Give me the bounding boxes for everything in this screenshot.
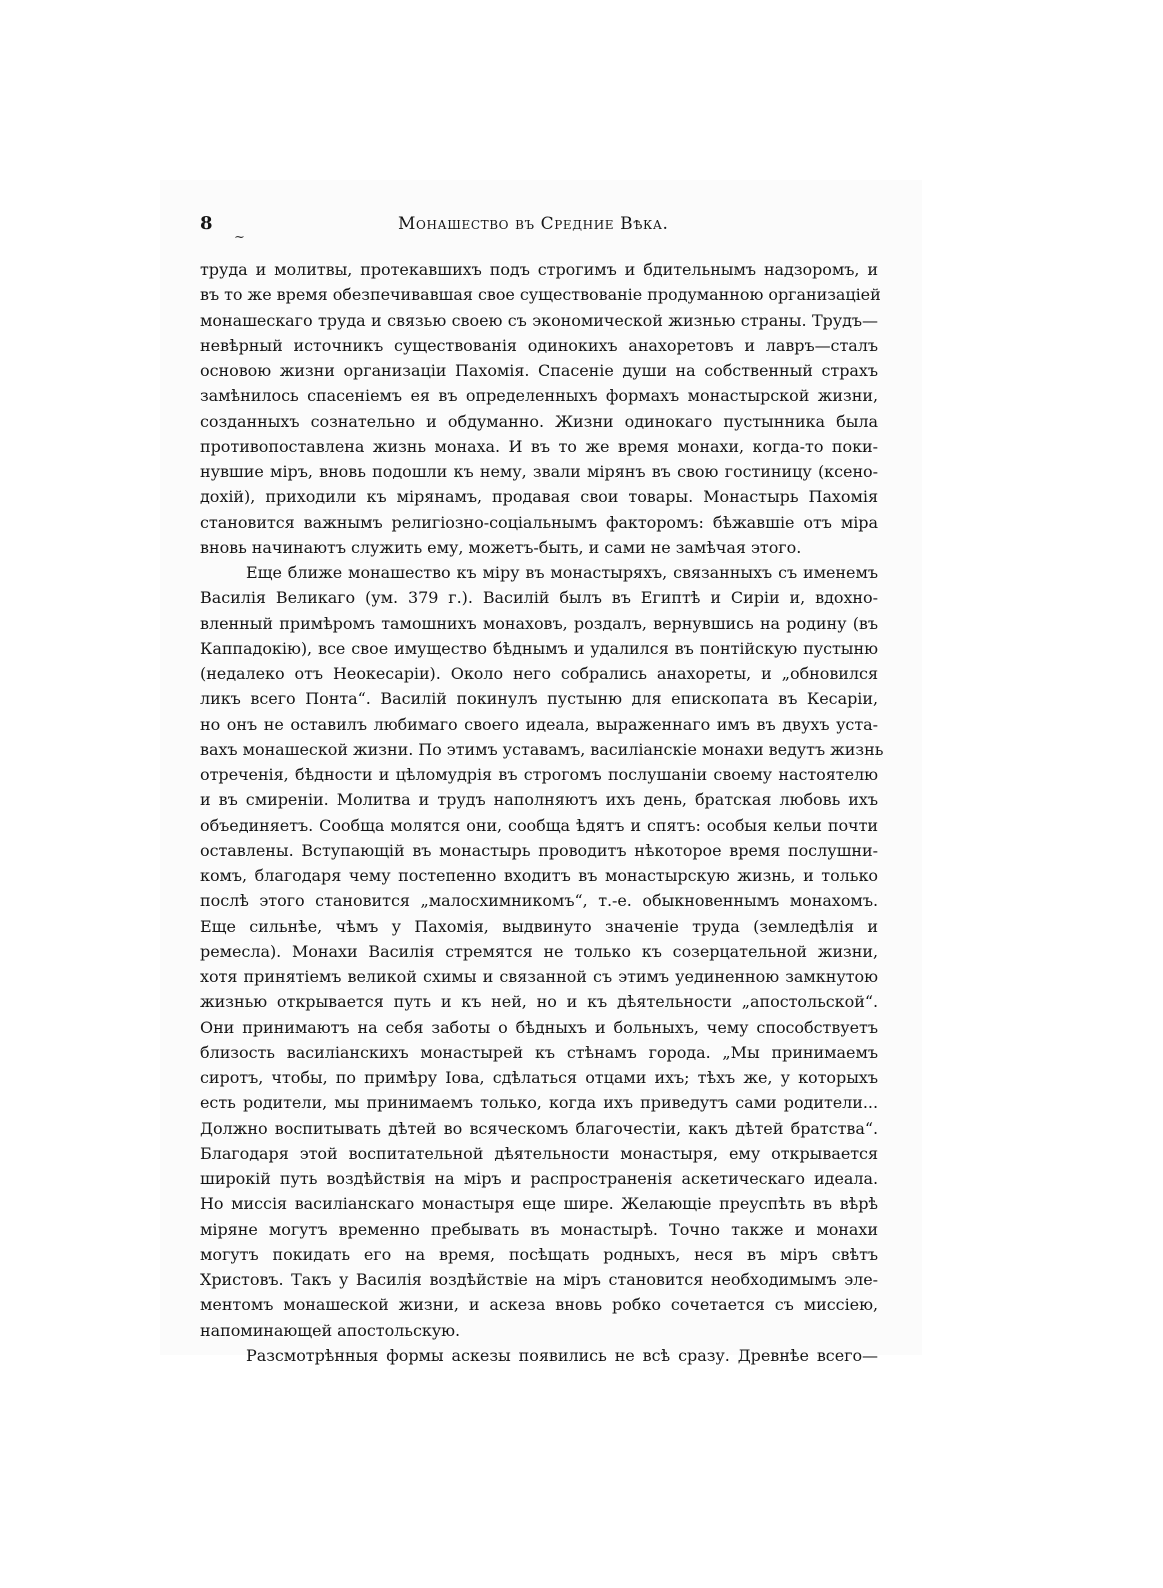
text-line: вахъ монашеской жизни. По этимъ уставамъ, василіанскіе монахи ведутъ жизнь <box>200 739 884 759</box>
text-line: невѣрный источникъ существованія одинокихъ анахоретовъ и лавръ—сталъ <box>200 335 878 355</box>
text-line: монашескаго труда и связью своею съ экономической жизнью страны. Трудъ— <box>200 310 878 330</box>
text-line: Должно воспитывать дѣтей во всяческомъ благочестіи, какъ дѣтей братства“. <box>200 1118 878 1138</box>
text-line: Разсмотрѣнныя формы аскезы появились не всѣ сразу. Древнѣе всего— <box>246 1345 878 1365</box>
text-line: Они принимаютъ на себя заботы о бѣдныхъ и больныхъ, чему способствуетъ <box>200 1017 878 1037</box>
book-page <box>200 213 884 1368</box>
running-head: Монашество въ Средние Вѣка. <box>398 214 669 234</box>
text-line: вновь начинаютъ служить ему, можетъ-быть, и сами не замѣчая этого. <box>200 537 802 557</box>
text-line: объединяетъ. Сообща молятся они, сообща ѣдятъ и спятъ: особыя кельи почти <box>200 815 878 835</box>
scan-mark: ~ <box>234 230 245 245</box>
text-line: Каппадокію), все свое имущество бѣднымъ и удалился въ понтійскую пустыню <box>200 638 878 658</box>
text-line: въ то же время обезпечивавшая свое существованіе продуманною организаціей <box>200 285 881 305</box>
text-line: дохій), приходили къ мірянамъ, продавая свои товары. Монастырь Пахомія <box>200 487 878 507</box>
text-line: оставлены. Вступающій въ монастырь проводитъ нѣкоторое время послушни- <box>200 840 878 860</box>
text-line: противопоставлена жизнь монаха. И въ то же время монахи, когда-то поки- <box>200 436 878 456</box>
text-line: Еще ближе монашество къ міру въ монастыряхъ, связанныхъ съ именемъ <box>246 563 878 582</box>
text-line: широкій путь воздѣйствія на міръ и распространенія аскетическаго идеала. <box>200 1169 878 1188</box>
text-line: вленный примѣромъ тамошнихъ монаховъ, роздалъ, вернувшись на родину (въ <box>200 613 878 633</box>
text-line: могутъ покидать его на время, посѣщать родныхъ, неся въ міръ свѣтъ <box>200 1244 878 1264</box>
text-line: ремесла). Монахи Василія стремятся не только къ созерцательной жизни, <box>200 941 878 961</box>
text-line: Василія Великаго (ум. 379 г.). Василій былъ въ Египтѣ и Сиріи и, вдохно- <box>200 588 878 608</box>
text-line: напоминающей апостольскую. <box>200 1320 461 1340</box>
text-line: основою жизни организаціи Пахомія. Спасеніе души на собственный страхъ <box>200 361 878 380</box>
text-line: жизнью открывается путь и къ ней, но и къ дѣятельности „апостольской“. <box>200 992 878 1012</box>
text-line: ликъ всего Понта“. Василій покинулъ пустыню для епископата въ Кесаріи, <box>200 689 878 709</box>
text-line: но онъ не оставилъ любимаго своего идеала, выраженнаго имъ въ двухъ уста- <box>200 714 878 734</box>
text-line: отреченія, бѣдности и цѣломудрія въ строгомъ послушаніи своему настоятелю <box>200 765 878 784</box>
text-line: сиротъ, чтобы, по примѣру Іова, сдѣлаться отцами ихъ; тѣхъ же, у которыхъ <box>200 1068 878 1087</box>
text-line: Еще сильнѣе, чѣмъ у Пахомія, выдвинуто значеніе труда (земледѣлія и <box>200 916 878 936</box>
text-line: нувшие міръ, вновь подошли къ нему, звали мірянъ въ свою гостиницу (ксено- <box>200 462 878 481</box>
text-line: Христовъ. Такъ у Василія воздѣйствіе на міръ становится необходимымъ эле- <box>200 1270 878 1289</box>
page-number: 8 <box>200 213 213 234</box>
text-line: близость василіанскихъ монастырей къ стѣнамъ города. „Мы принимаемъ <box>200 1042 878 1062</box>
text-line: послѣ этого становится „малосхимникомъ“, т.-е. обыкновеннымъ монахомъ. <box>200 891 878 911</box>
text-line: становится важнымъ религіозно-соціальнымъ факторомъ: бѣжавшіе отъ міра <box>200 512 878 532</box>
text-line: хотя принятіемъ великой схимы и связанной съ этимъ уединенною замкнутою <box>200 967 878 986</box>
text-line: міряне могутъ временно пребывать въ монастырѣ. Точно также и монахи <box>200 1219 878 1239</box>
page-header <box>200 213 878 245</box>
text-line: Но миссія василіанскаго монастыря еще шире. Желающіе преуспѣть въ вѣрѣ <box>200 1194 878 1214</box>
text-line: ментомъ монашеской жизни, и аскеза вновь робко сочетается съ миссіею, <box>200 1295 878 1315</box>
body-text <box>200 257 884 1368</box>
text-line: комъ, благодаря чему постепенно входитъ въ монастырскую жизнь, и только <box>200 866 878 885</box>
text-line: созданныхъ сознательно и обдуманно. Жизни одинокаго пустынника была <box>200 411 878 431</box>
text-line: есть родители, мы принимаемъ только, когда ихъ приведутъ сами родители... <box>200 1093 878 1113</box>
text-line: Благодаря этой воспитательной дѣятельности монастыря, ему открывается <box>200 1143 878 1163</box>
text-line: (недалеко отъ Неокесаріи). Около него собрались анахореты, и „обновился <box>200 664 878 683</box>
text-line: и въ смиреніи. Молитва и трудъ наполняютъ ихъ день, братская любовь ихъ <box>200 790 878 810</box>
text-line: труда и молитвы, протекавшихъ подъ строгимъ и бдительнымъ надзоромъ, и <box>200 260 878 279</box>
text-line: замѣнилось спасеніемъ ея въ определенныхъ формахъ монастырской жизни, <box>200 386 878 406</box>
